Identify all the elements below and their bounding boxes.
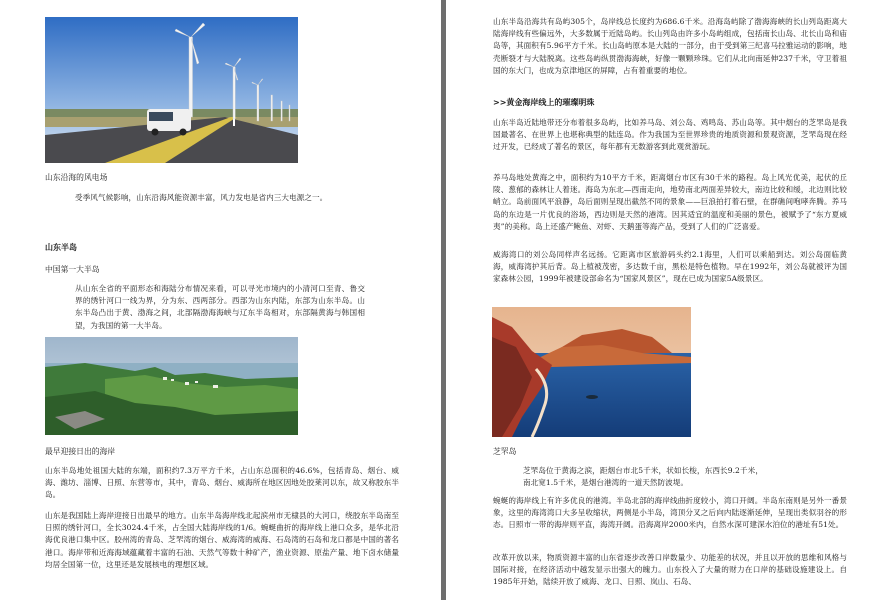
islands-paragraph: 山东半岛沿海共有岛屿305个，岛岸线总长度约为686.6千米。沿海岛屿除了渤海海峡的长山列岛距离大陆海岸线有些偏远外，大多数属于近陆岛屿。长山列岛由许多小岛屿组成，包括南长山岛、北长山岛和庙岛等，其面积有5.96平方千米。长山岛屿原本是大陆的一部分，由于受到第三纪喜马拉雅运动的影响，地壳断裂才与大陆脱离。这些岛屿纵贯渤海海峡，好像一颗颗珍珠。它们从北向南延伸237千米，守卫着祖国的东大门，也成为京津地区的屏障，占有着重要的地位。 (493, 17, 847, 75)
harbors-paragraph: 蜿蜒的海岸线上有许多优良的港湾。半岛北部的海岸线曲折度较小，湾口开阔。半岛东南则是另外一番景象，这里的海湾湾口大多呈收缩状，两侧是小半岛，湾顶分叉之后向内陆逐渐延伸，呈现出类似羽谷的形态。日照市一带的海岸则平直，海湾开阔。沿海离岸2000米内，自然水深可建深水泊位的港址有51处。 (493, 496, 847, 530)
right-page[interactable] (446, 0, 893, 600)
coastline-photo (45, 337, 298, 435)
section-heading-gold-coast: >>黄金海岸线上的璀璨明珠 (493, 98, 595, 107)
peninsula-location-paragraph: 山东半岛地处祖国大陆的东端，面积约7.3万平方千米，占山东总面积的46.6%，包括青岛、烟台、威海、潍坊、淄博、日照、东营等市，其中，青岛、烟台、威海所在地区因地处胶莱河以东，故又称胶东半岛。 (45, 466, 399, 500)
sunrise-coast-caption: 最早迎接日出的海岸 (45, 447, 116, 456)
wind-farm-caption: 山东沿海的风电场 (45, 173, 108, 182)
section-heading-shandong-peninsula: 山东半岛 (45, 243, 77, 252)
liugong-island-paragraph: 威海湾口的刘公岛同样声名远扬。它距离市区旅游码头约2.1海里，人们可以乘船到达。刘公岛面临黄海，威海湾护其后背。岛上植被茂密，多达数千亩，黑松是特色植物。早在1992年，刘公岛就被评为国家森林公园，1999年被建设部命名为“国家风景区”，现在已成为国家5A级景区。 (493, 250, 847, 284)
largest-peninsula-paragraph: 从山东全省的平面形态和海陆分布情况来看，可以寻光市境内的小清河口至青、鲁交界的绣针河口一线为界，分为东、西两部分。西部为山东内陆，东部为山东半岛。山东半岛凸出于黄、渤海之间，北部隔渤海海峡与辽东半岛相对，东部隔黄海与韩国相望，为我国的第一大半岛。 (75, 284, 365, 330)
yangma-island-paragraph: 养马岛地处黄海之中，面积约为10平方千米，距离烟台市区有30千米的路程。岛上风光优美，起伏的丘陵、葱郁的森林让人着迷。海岛为东北—西南走向，地势南北两面差异较大，南边比较和缓，北边则比较峭立。岛前面风平浪静，岛后面则呈现出截然不同的景象——巨浪拍打着石壁，在群礁间咆哮奔腾。养马岛的东边是一片优良的浴场，西边则是天然的港湾。因其适宜的温度和美丽的景色，被赋予了“东方夏威夷”的美称。岛上还盛产鲍鱼、对虾、天鹅蛋等海产品，受到了人们的广泛喜爱。 (493, 173, 847, 231)
wind-farm-paragraph: 受季风气候影响，山东沿海风能资源丰富，风力发电是省内三大电源之一。 (75, 193, 328, 202)
reform-opening-paragraph: 改革开放以来，物质资源丰富的山东省逐步改善口岸数量少、功能差的状况，并且以开放的思维和风格与国际对接，在经济活动中越发显示出强大的魄力。山东投入了大量的财力在口岸的基础设施建设上。自1985年开始，陆续开放了威海、龙口、日照、岚山、石岛、 (493, 553, 847, 587)
wind-farm-photo (45, 17, 298, 163)
zhifu-island-caption: 芝罘岛 (493, 447, 517, 456)
zhifu-island-description: 芝罘岛位于黄海之滨，距烟台市北5千米，状如长梭，东西长9.2千米，南北宽1.5千米，是烟台港湾的一道天然防波堤。 (523, 466, 763, 488)
coastline-paragraph: 山东是我国陆上海岸迎接日出最早的地方。山东半岛海岸线北起滨州市无棣县的大河口，绕胶东半岛南至日照的绣针河口，全长3024.4千米，占全国大陆海岸线的1/6。蜿蜒曲折的海岸线上港口众多，是华北沿海优良港口集中区。胶州湾的青岛、芝罘湾的烟台、威海湾的威海、石岛湾的石岛和龙口都是中国的著名港口。海岸带和近海海域蕴藏着丰富的石油、天然气等数十种矿产，渔业资源、原盐产量、地下卤水储量均居全国第一位，这里还是发展核电的理想区域。 (45, 511, 399, 569)
zhifu-island-paragraph: 山东半岛近陆地带还分布着很多岛屿，比如养马岛、刘公岛、鸡鸣岛、苏山岛等。其中烟台的芝罘岛是我国最著名、在世界上也堪称典型的陆连岛。作为我国为至世界珍贵的地质资源和景观资源，芝罘岛现在经过开发，已经成了著名的景区，每年都有无数游客到此观赏游玩。 (493, 118, 847, 152)
left-page[interactable] (0, 0, 441, 600)
subheading-largest-peninsula: 中国第一大半岛 (45, 265, 100, 274)
zhifu-island-photo (492, 307, 691, 437)
